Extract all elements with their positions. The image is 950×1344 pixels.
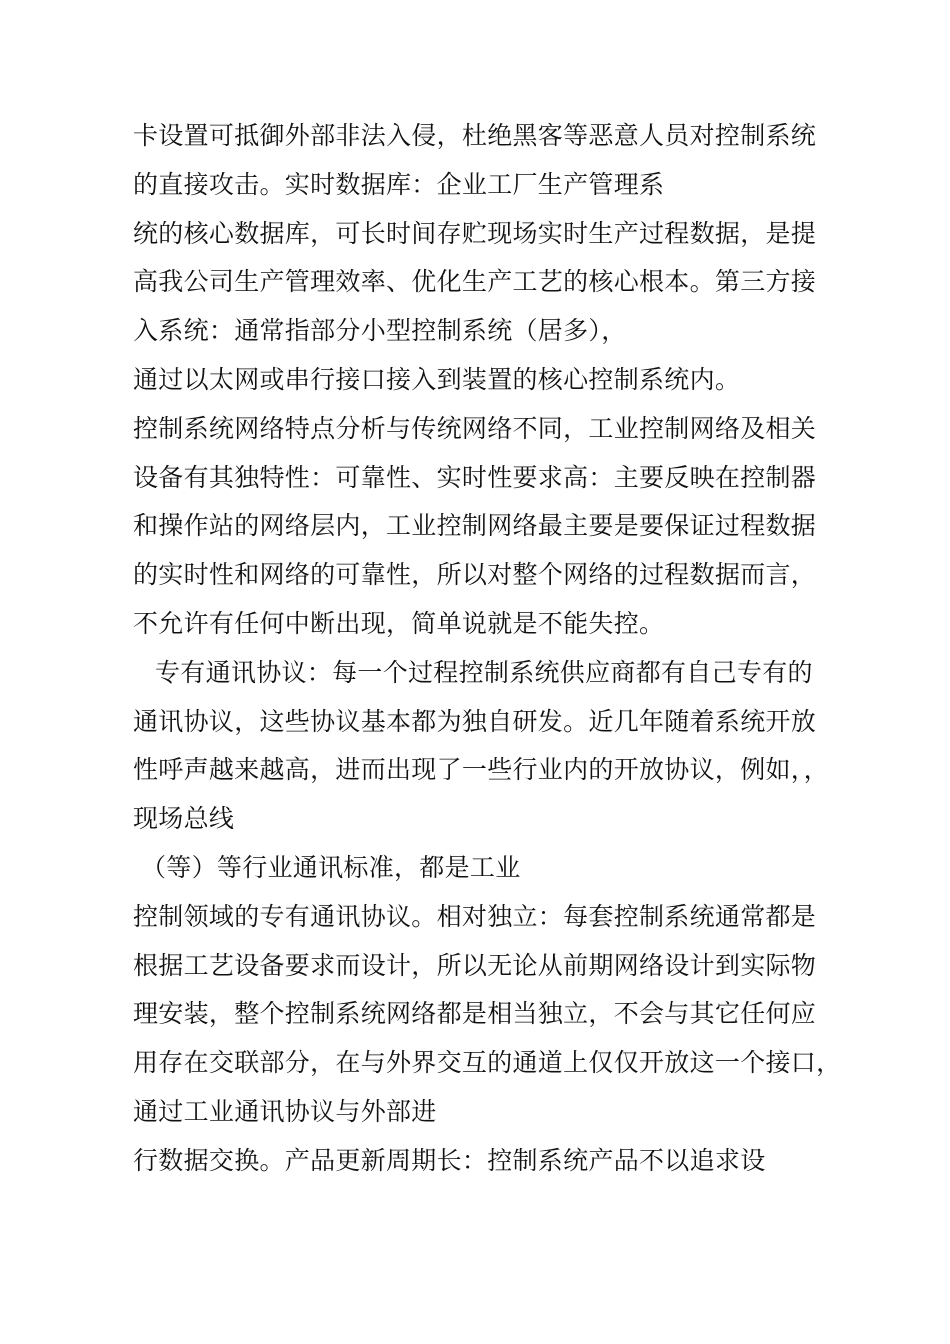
text-line: 卡设置可抵御外部非法入侵，杜绝黑客等恶意人员对控制系统 [133, 121, 817, 150]
text-line: 通过以太网或串行接口接入到装置的核心控制系统内。 [133, 364, 741, 394]
text-line: 用存在交联部分，在与外界交互的通道上仅仅开放这一个接口， [133, 1048, 842, 1078]
text-line: 不允许有任何中断出现，简单说就是不能失控。 [133, 608, 665, 638]
text-line: 通讯协议，这些协议基本都为独自研发。近几年随着系统开放 [133, 706, 817, 736]
text-line: （等）等行业通讯标准，都是工业 [141, 852, 521, 882]
text-line: 和操作站的网络层内，工业控制网络最主要是要保证过程数据 [133, 511, 817, 541]
text-line: 入系统：通常指部分小型控制系统（居多）， [133, 316, 627, 346]
text-line: 现场总线 [133, 804, 235, 834]
text-line: 的实时性和网络的可靠性，所以对整个网络的过程数据而言， [133, 560, 817, 590]
text-line: 根据工艺设备要求而设计，所以无论从前期网络设计到实际物 [133, 950, 817, 980]
text-line: 性呼声越来越高，进而出现了一些行业内的开放协议，例如，， [133, 755, 829, 785]
text-line: 高我公司生产管理效率、优化生产工艺的核心根本。第三方接 [133, 267, 817, 297]
text-line: 行数据交换。产品更新周期长：控制系统产品不以追求设 [133, 1145, 766, 1175]
text-line: 通过工业通讯协议与外部进 [133, 1096, 437, 1126]
text-line: 统的核心数据库，可长时间存贮现场实时生产过程数据，是提 [133, 218, 817, 248]
text-line: 设备有其独特性：可靠性、实时性要求高：主要反映在控制器 [133, 462, 817, 492]
text-line: 理安装，整个控制系统网络都是相当独立，不会与其它任何应 [133, 999, 817, 1029]
body-text [133, 112, 842, 1186]
text-line: 专有通讯协议：每一个过程控制系统供应商都有自己专有的 [155, 657, 813, 687]
text-line: 控制系统网络特点分析与传统网络不同，工业控制网络及相关 [133, 413, 817, 443]
text-line: 控制领域的专有通讯协议。相对独立：每套控制系统通常都是 [133, 901, 817, 931]
text-line: 的直接攻击。实时数据库：企业工厂生产管理系 [133, 169, 665, 199]
